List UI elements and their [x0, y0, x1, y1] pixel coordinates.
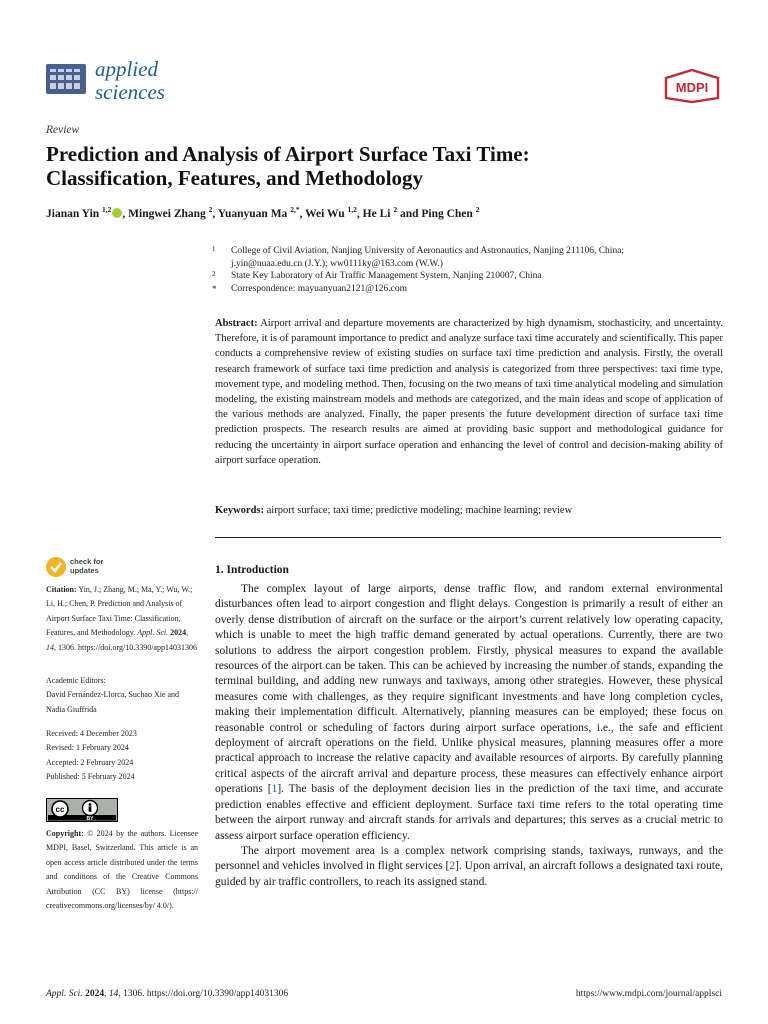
divider [215, 537, 721, 538]
author[interactable]: Ping Chen $^2$ [421, 205, 480, 220]
author[interactable]: Yuanyuan Ma $^{2,*}$ [217, 205, 300, 220]
article-title [46, 142, 726, 190]
published-date: Published: 5 February 2024 [46, 772, 135, 782]
svg-text:cc: cc [55, 805, 65, 814]
author[interactable]: Jianan Yin $^{1,2}$ [46, 208, 122, 220]
orcid-icon[interactable] [112, 208, 122, 218]
abstract-text: Airport arrival and departure movements are characterized by high dynamism, stochasticity, and uncertainty. Therefore, it is of paramount importance to predict and analyze surface taxi time accurately and scientifically. This paper conducts a comprehensive review of existing studies on surface taxi time prediction and analysis. Firstly, the overall research framework of surface taxi time prediction and analysis is categorized from three perspectives: taxi time type, movement type, and modeling method. Then, focusing on the two means of taxi time analytical modeling and simulation modeling, the existing mainstream models and methods are categorized, and the main ideas and scope of application of the various methods are analyzed. Finally, the paper presents the future development direction of surface taxi time prediction prospects. The research results are aimed at providing basic support and methodological guidance for reducing the uncertainty in airport surface operation and enhancing the level of control and decision-making ability of airport surface operation. [215, 318, 724, 466]
affiliations [212, 245, 732, 295]
citation-link[interactable]: 2 [449, 860, 456, 873]
abstract-label: Abstract: [215, 318, 258, 329]
introduction-body [215, 582, 723, 890]
journal-name [95, 58, 165, 104]
section-heading: 1. Introduction [215, 564, 289, 576]
article-type: Review [46, 124, 80, 136]
paragraph: The airport movement area is a complex network comprising stands, taxiways, runways, and the personnel and vehicles involved in flight services [2]. Upon arrival, an aircraft follows a designated taxi route, guided by air traffic controllers, to reach its assigned stand. [215, 844, 723, 888]
article-title-line2: Classification, Features, and Methodology [46, 166, 424, 190]
academic-editors: Academic Editors: David Fernández-Llorca, Suchao Xie and Nadia Giuffrida [46, 676, 180, 714]
journal-name-line1: applied [95, 57, 158, 81]
keywords [215, 503, 723, 518]
copyright-notice: Copyright: © 2024 by the authors. Licensee MDPI, Basel, Switzerland. This article is an open access article distributed under the terms and conditions of the Creative Commons Attribution (CC BY) license (https:// creativecommons.org/licenses/by/ 4.0/). [46, 829, 199, 911]
citation-link[interactable]: 1 [271, 783, 278, 796]
citation-doi-link[interactable]: , 1306. https://doi.org/10.3390/app14031306 [54, 642, 197, 652]
check-updates-icon [46, 557, 66, 577]
abstract [215, 316, 723, 468]
publisher-logo-text: MDPI [675, 80, 709, 95]
correspondence: * Correspondence: mayuanyuan2121@126.com [212, 283, 408, 294]
revised-date: Revised: 1 February 2024 [46, 743, 129, 753]
article-title-line1: Prediction and Analysis of Airport Surface Taxi Time: [46, 142, 530, 166]
paragraph: The complex layout of large airports, dense traffic flow, and random external environmental disturbances often lead to airport congestion and flight delays. Congestion is primarily a result of either an overly dense distribution of aircraft on the surface or the airport’s current relatively low operating capacity, which is unable to meet the high traffic demand generated by actual operations. Currently, there are two solutions to address the airport congestion problem. Firstly, physical measures to expand the available resources of the airport can be taken. This can be achieved by increasing the number of stands, expanding the terminal building, and adding new runways and taxiways, among other strategies. However, these physical measures come with challenges, as they require significant investments and have long completion cycles, making their implementation difficult. Alternatively, planning measures can be employed; these focus on reasonable control or scheduling of factors during airport surface operations, i.e., the safe and efficient deployment of aircraft operations on the field. Unlike physical measures, planning measures offer a more practical approach to increase the relative capacity and available resources of airports. By carefully planning critical aspects of the aircraft arrival and departure process, these measures can effectively enhance airport operations [1]. The basis of the deployment decision lies in the prediction of the taxi time, and accurate prediction enables effective and efficient deployment. Surface taxi time refers to the total operating time between the airport runway and aircraft stands for arrivals and departures; this serves as a crucial metric to assess airport surface operation efficiency. [215, 583, 723, 842]
check-updates-label: check for updates [70, 557, 104, 575]
affiliation-2: 2 State Key Laboratory of Air Traffic Management System, Nanjing 210007, China [212, 270, 542, 281]
citation: Citation: Yin, J.; Zhang, M.; Ma, Y.; Wu, W.; Li, H.; Chen, P. Prediction and Analysis of Airport Surface Taxi Time: Classification, Features, and Methodology. Appl. Sci. 2024, 14, 1306. https://doi.org/10.3390/app14031306 [46, 585, 197, 652]
received-date: Received: 4 December 2023 [46, 729, 137, 738]
journal-logo [46, 60, 86, 96]
footer-citation: Appl. Sci. 2024, 14, 1306. https://doi.org/10.3390/app14031306 [46, 989, 289, 999]
author[interactable]: Wei Wu $^{1,2}$ [305, 205, 357, 220]
author[interactable]: Mingwei Zhang $^2$ [128, 205, 213, 220]
author[interactable]: He Li $^2$ [362, 205, 398, 220]
accepted-date: Accepted: 2 February 2024 [46, 757, 134, 767]
journal-name-line2: sciences [95, 80, 165, 104]
check-for-updates-button[interactable] [46, 557, 156, 577]
author-list: Jianan Yin $^{1,2}$ , Mingwei Zhang $^2$, Yuanyuan Ma $^{2,*}$, Wei Wu $^{1,2}$, He Li $^2$ and Ping Chen $^2$ [46, 205, 480, 220]
keywords-text: airport surface; taxi time; predictive modeling; machine learning; review [266, 505, 573, 516]
cc-by-license-badge[interactable] [46, 798, 118, 822]
affiliation-1: 1 College of Civil Aviation, Nanjing University of Aeronautics and Astronautics, Nanjing 211106, China; j.yin@nuaa.edu.cn (J.Y.); ww0111ky@163.com (W.W.) [212, 245, 732, 270]
footer-journal-url[interactable]: https://www.mdpi.com/journal/applsci [575, 989, 722, 999]
article-dates [46, 727, 198, 785]
publisher-logo [664, 68, 720, 104]
keywords-label: Keywords: [215, 505, 264, 516]
cc-by-label: BY [86, 816, 94, 822]
affiliation-emails[interactable]: j.yin@nuaa.edu.cn (J.Y.); ww0111ky@163.com (W.W.) [231, 258, 443, 269]
